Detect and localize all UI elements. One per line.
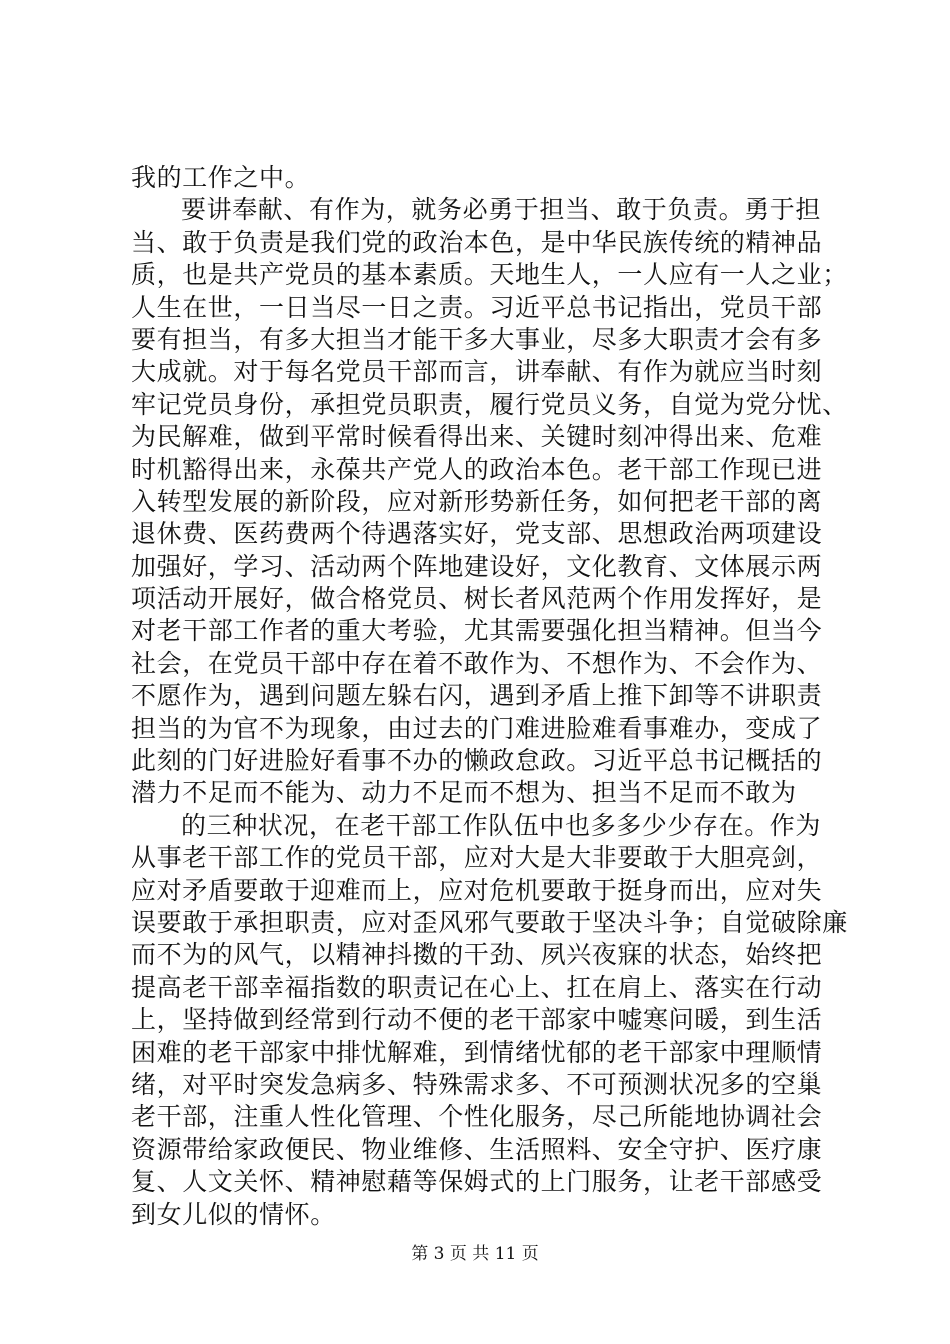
text-line: 当、敢于负责是我们党的政治本色，是中华民族传统的精神品 [131,227,823,257]
text-line: 老干部，注重人性化管理、个性化服务，尽己所能地协调社会 [131,1102,823,1132]
text-line: 误要敢于承担职责，应对歪风邪气要敢于坚决斗争；自觉破除廉 [131,907,848,937]
text-line: 人生在世，一日当尽一日之责。习近平总书记指出，党员干部 [131,292,823,322]
text-line: 要有担当，有多大担当才能干多大事业，尽多大职责才会有多 [131,324,823,354]
text-line: 到女儿似的情怀。 [131,1199,336,1229]
text-line: 困难的老干部家中排忧解难，到情绪忧郁的老干部家中理顺情 [131,1037,823,1067]
text-line: 项活动开展好，做合格党员、树长者风范两个作用发挥好，是 [131,584,823,614]
text-line: 从事老干部工作的党员干部，应对大是大非要敢于大胆亮剑， [131,843,823,873]
text-line: 绪，对平时突发急病多、特殊需求多、不可预测状况多的空巢 [131,1069,823,1099]
text-line: 上，坚持做到经常到行动不便的老干部家中嘘寒问暖，到生活 [131,1005,823,1035]
text-line: 不愿作为，遇到问题左躲右闪，遇到矛盾上推下卸等不讲职责 [131,681,823,711]
text-line: 应对矛盾要敢于迎难而上，应对危机要敢于挺身而出，应对失 [131,875,823,905]
page-number-footer: 第 3 页 共 11 页 [411,1244,539,1264]
text-line: 我的工作之中。 [131,163,311,192]
text-line: 担当的为官不为现象，由过去的门难进脸难看事难办，变成了 [131,713,823,743]
text-line: 牢记党员身份，承担党员职责，履行党员义务，自觉为党分忧、 [131,389,848,419]
text-line: 加强好，学习、活动两个阵地建设好，文化教育、文体展示两 [131,551,823,581]
text-line: 退休费、医药费两个待遇落实好，党支部、思想政治两项建设 [131,519,823,549]
text-line: 的三种状况，在老干部工作队伍中也多多少少存在。作为 [181,810,822,840]
text-line: 时机豁得出来，永葆共产党人的政治本色。老干部工作现已进 [131,454,823,484]
text-line: 为民解难，做到平常时候看得出来、关键时刻冲得出来、危难 [131,422,823,452]
text-line: 资源带给家政便民、物业维修、生活照料、安全守护、医疗康 [131,1134,823,1164]
text-line: 对老干部工作者的重大考验，尤其需要强化担当精神。但当今 [131,616,823,646]
text-line: 提高老干部幸福指数的职责记在心上、扛在肩上、落实在行动 [131,972,823,1002]
text-line: 入转型发展的新阶段，应对新形势新任务，如何把老干部的离 [131,486,823,516]
text-line: 质，也是共产党员的基本素质。天地生人，一人应有一人之业； [131,260,848,290]
text-line: 潜力不足而不能为、动力不足而不想为、担当不足而不敢为 [131,778,797,808]
text-line: 而不为的风气，以精神抖擞的干劲、夙兴夜寐的状态，始终把 [131,940,823,970]
text-line: 社会，在党员干部中存在着不敢作为、不想作为、不会作为、 [131,648,823,678]
text-line: 大成就。对于每名党员干部而言，讲奉献、有作为就应当时刻 [131,357,823,387]
text-line: 此刻的门好进脸好看事不办的懒政怠政。习近平总书记概括的 [131,746,823,776]
body-text [131,162,848,1231]
text-line: 复、人文关怀、精神慰藉等保姆式的上门服务，让老干部感受 [131,1167,823,1197]
text-line: 要讲奉献、有作为，就务必勇于担当、敢于负责。勇于担 [181,195,822,225]
